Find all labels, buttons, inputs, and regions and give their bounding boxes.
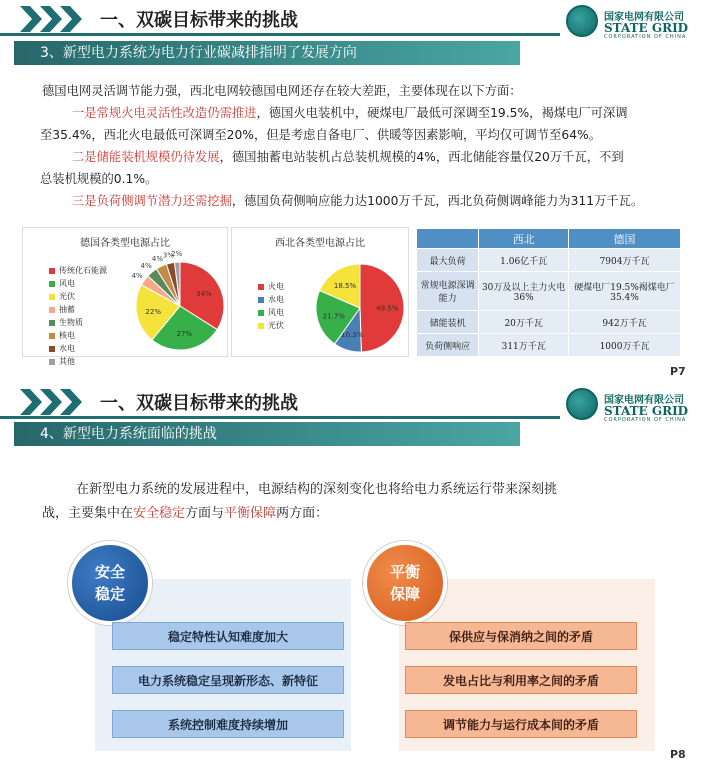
subsection-title: 4、新型电力系统面临的挑战 xyxy=(14,422,520,446)
balance-item: 发电占比与利用率之间的矛盾 xyxy=(405,666,637,694)
slice-label: 49.5% xyxy=(376,304,399,313)
table-header: 德国 xyxy=(569,229,680,248)
table-cell: 常规电源深调能力 xyxy=(417,272,478,310)
logo-cn-text: 国家电网有限公司 xyxy=(604,395,684,406)
table-cell: 储能装机 xyxy=(417,311,478,333)
slice-label: 3% xyxy=(162,251,174,260)
legend-label: 光伏 xyxy=(59,292,75,301)
circle-text: 稳定 xyxy=(94,585,125,603)
table-row xyxy=(417,272,680,310)
page-number: P8 xyxy=(670,748,686,761)
intro-paragraph xyxy=(42,478,672,526)
table-cell: 20万千瓦 xyxy=(479,311,568,333)
table-cell: 7904万千瓦 xyxy=(569,249,680,271)
intro-text: 战，主要集中在 xyxy=(42,506,134,521)
table-cell: 1000万千瓦 xyxy=(569,334,680,356)
slice-label: 4% xyxy=(140,262,152,271)
table-row xyxy=(417,249,680,271)
legend-label: 生物质 xyxy=(59,318,83,327)
chevron-arrows-icon xyxy=(20,389,80,415)
table-header xyxy=(417,229,478,248)
legend-swatch xyxy=(49,359,55,365)
logo-en-text: STATE GRID xyxy=(604,404,689,418)
balance-item: 保供应与保消纳之间的矛盾 xyxy=(405,622,637,650)
section-title: 一、双碳目标带来的挑战 xyxy=(100,10,298,31)
legend-label: 火电 xyxy=(268,282,284,291)
slice-label: 10.3% xyxy=(341,331,364,340)
point-2-highlight: 二是储能装机规模仍待发展 xyxy=(72,150,220,164)
northwest-pie-chart xyxy=(231,227,409,357)
slice-label: 27% xyxy=(176,329,193,338)
para-text: ，德国负荷侧响应能力达1000万千瓦，西北负荷侧调峰能力为311万千瓦。 xyxy=(231,194,644,208)
slice-label: 34% xyxy=(196,289,212,298)
para-text: ，德国火电装机中，硬煤电厂最低可深调至19.5%，褐煤电厂可深调 xyxy=(256,106,628,120)
safety-item: 电力系统稳定呈现新形态、新特征 xyxy=(112,666,344,694)
state-grid-logo xyxy=(566,385,696,425)
logo-en-text: STATE GRID xyxy=(604,21,689,35)
logo-cn-text: 国家电网有限公司 xyxy=(604,12,684,23)
para-line: 总装机规模的0.1%。 xyxy=(40,172,158,186)
table-cell: 942万千瓦 xyxy=(569,311,680,333)
legend-label: 抽蓄 xyxy=(59,305,75,314)
section-title: 一、双碳目标带来的挑战 xyxy=(100,393,298,414)
table-cell: 负荷侧响应 xyxy=(417,334,478,356)
page-number: P7 xyxy=(670,365,686,378)
slice-label: 21.7% xyxy=(322,312,345,321)
highlight-safety: 安全稳定 xyxy=(133,506,186,521)
circle-text: 保障 xyxy=(389,585,420,603)
table-cell: 311万千瓦 xyxy=(479,334,568,356)
subsection-title: 3、新型电力系统为电力行业碳减排指明了发展方向 xyxy=(14,41,520,65)
legend-label: 核电 xyxy=(59,331,75,340)
para-text: ，德国抽蓄电站装机占总装机规模的4%，西北储能容量仅20万千瓦，不到 xyxy=(219,150,624,164)
chart-title: 德国各类型电源占比 xyxy=(80,238,170,249)
state-grid-logo xyxy=(566,2,696,42)
logo-en2-text: CORPORATION OF CHINA xyxy=(604,417,687,423)
point-1-highlight: 一是常规火电灵活性改造仍需推进 xyxy=(72,106,257,120)
para-line: 德国电网灵活调节能力强，西北电网较德国电网还存在较大差距，主要体现在以下方面： xyxy=(42,84,522,98)
table-header-row xyxy=(417,229,680,248)
slice-label: 2% xyxy=(171,250,183,259)
table-cell: 30万及以上主力火电36% xyxy=(479,272,568,310)
header-divider xyxy=(0,33,560,36)
header-divider xyxy=(0,416,560,419)
slice-label: 4% xyxy=(131,271,143,280)
highlight-balance: 平衡保障 xyxy=(224,506,277,521)
chart-title: 西北各类型电源占比 xyxy=(275,238,365,249)
table-header: 西北 xyxy=(479,229,568,248)
legend-label: 风电 xyxy=(268,308,284,317)
safety-item: 系统控制难度持续增加 xyxy=(112,710,344,738)
logo-en2-text: CORPORATION OF CHINA xyxy=(604,34,687,40)
intro-text: 方面与 xyxy=(185,506,225,521)
comparison-table xyxy=(416,228,681,357)
table-row xyxy=(417,334,680,356)
chevron-arrows-icon xyxy=(20,6,80,32)
table-row xyxy=(417,311,680,333)
intro-text: 两方面： xyxy=(276,506,329,521)
legend-label: 传统化石能源 xyxy=(59,266,107,275)
legend-label: 风电 xyxy=(59,279,75,288)
pie-chart-svg xyxy=(23,228,229,358)
legend-label: 水电 xyxy=(268,295,284,304)
body-paragraph xyxy=(42,80,682,212)
germany-pie-chart xyxy=(22,227,228,366)
legend-label: 其他 xyxy=(59,357,75,366)
safety-circle xyxy=(68,541,152,625)
table-cell: 硬煤电厂19.5%褐煤电厂35.4% xyxy=(569,272,680,310)
circle-text: 安全 xyxy=(94,563,125,581)
table-cell: 1.06亿千瓦 xyxy=(479,249,568,271)
slice-label: 4% xyxy=(151,255,163,264)
legend-label: 光伏 xyxy=(268,321,284,330)
point-3-highlight: 三是负荷侧调节潜力还需挖掘 xyxy=(72,194,232,208)
pie-chart-svg xyxy=(232,228,410,358)
balance-item: 调节能力与运行成本间的矛盾 xyxy=(405,710,637,738)
safety-item: 稳定特性认知难度加大 xyxy=(112,622,344,650)
slice-label: 18.5% xyxy=(333,282,357,291)
slice-label: 22% xyxy=(145,308,161,317)
balance-circle xyxy=(363,541,447,625)
globe-icon xyxy=(566,388,598,420)
legend-label: 水电 xyxy=(59,344,75,353)
table-cell: 最大负荷 xyxy=(417,249,478,271)
globe-icon xyxy=(566,5,598,37)
intro-line: 在新型电力系统的发展进程中，电源结构的深刻变化也将给电力系统运行带来深刻挑 xyxy=(76,482,558,497)
circle-text: 平衡 xyxy=(389,563,420,581)
para-line: 至35.4%，西北火电最低可深调至20%，但是考虑自备电厂、供暖等因素影响，平均仅可调节至64%。 xyxy=(40,128,602,142)
